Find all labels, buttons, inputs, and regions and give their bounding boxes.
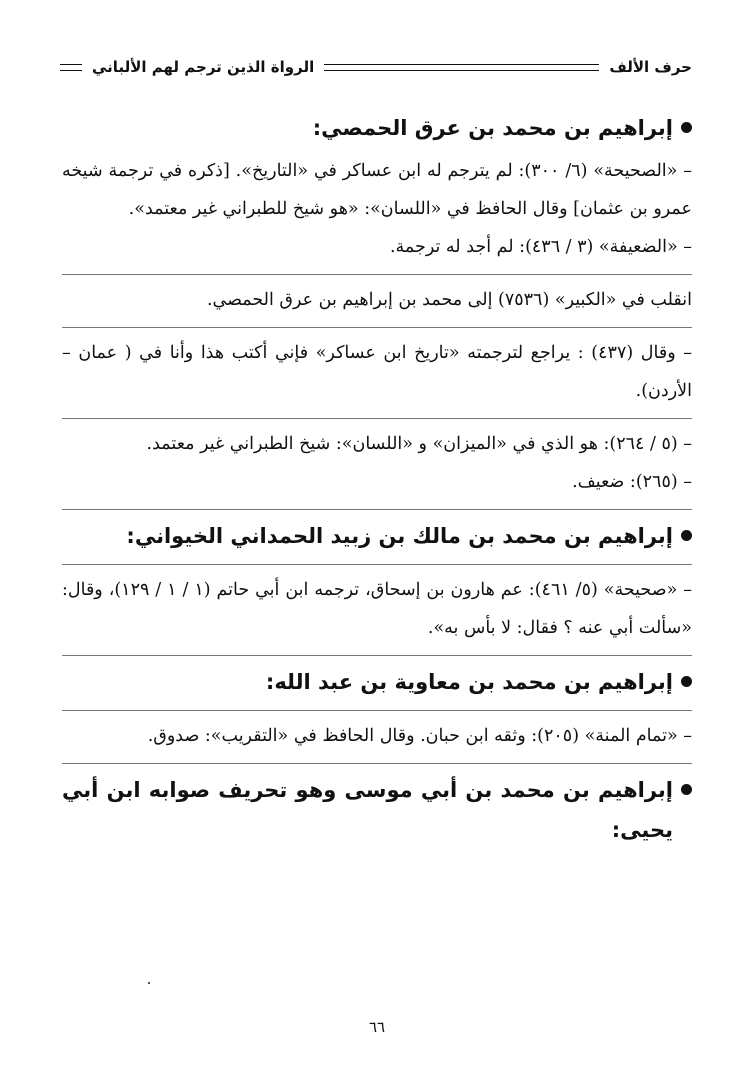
entry-paragraph: – «تمام المنة» (٢٠٥): وثقه ابن حبان. وقال الحافظ في «التقريب»: صدوق. <box>147 726 692 746</box>
bullet-icon <box>681 530 692 541</box>
entry-title-text: إبراهيم بن محمد بن مالك بن زبيد الحمداني الخيواني: <box>126 524 673 548</box>
header-book-title: الرواة الذين ترجم لهم الألباني <box>92 58 315 76</box>
entry-title <box>62 662 692 702</box>
entry-title <box>62 108 692 148</box>
note-paragraph: – وقال (٤٣٧) : يراجع لترجمته «تاريخ ابن عساكر» فإني أكتب هذا وأنا في ( عمان – الأردن). <box>62 343 692 401</box>
divider <box>62 763 692 764</box>
note-paragraph: – (٥ / ٢٦٤): هو الذي في «الميزان» و «اللسان»: شيخ الطبراني غير معتمد. <box>146 434 692 454</box>
entry-title-text: إبراهيم بن محمد بن أبي موسى وهو تحريف صوابه ابن أبي يحيى: <box>62 778 673 842</box>
page-number: ٦٦ <box>368 1018 386 1036</box>
page-content <box>62 108 692 854</box>
divider <box>62 655 692 656</box>
entry-title-text: إبراهيم بن محمد بن عرق الحمصي: <box>312 116 673 140</box>
divider <box>62 564 692 565</box>
divider <box>62 509 692 510</box>
entry-paragraph: – «الضعيفة» (٣ / ٤٣٦): لم أجد له ترجمة. <box>389 237 692 257</box>
entry-title <box>62 516 692 556</box>
running-header <box>60 55 692 79</box>
entry-title <box>62 770 692 850</box>
entry-paragraph: – «الصحيحة» (٦/ ٣٠٠): لم يترجم له ابن عساكر في «التاريخ». [ذكره في ترجمة شيخه عمرو بن عثمان] وقال الحافظ في «اللسان»: «هو شيخ للطبراني غير معتمد». <box>62 161 692 219</box>
note-paragraph: – (٢٦٥): ضعيف. <box>572 472 692 492</box>
header-section-title: حرف الألف <box>609 58 692 76</box>
divider <box>62 418 692 419</box>
header-rule-long <box>324 64 599 71</box>
speck <box>148 982 150 984</box>
header-rule-short <box>60 64 82 71</box>
entry-paragraph: – «صحيحة» (٥/ ٤٦١): عم هارون بن إسحاق، ترجمه ابن أبي حاتم (١ / ١ / ١٢٩)، وقال: «سألت أبي عنه ؟ فقال: لا بأس به». <box>62 580 692 638</box>
note-paragraph: انقلب في «الكبير» (٧٥٣٦) إلى محمد بن إبراهيم بن عرق الحمصي. <box>206 290 692 310</box>
bullet-icon <box>681 784 692 795</box>
divider <box>62 327 692 328</box>
bullet-icon <box>681 122 692 133</box>
divider <box>62 710 692 711</box>
divider <box>62 274 692 275</box>
entry-title-text: إبراهيم بن محمد بن معاوية بن عبد الله: <box>265 670 673 694</box>
bullet-icon <box>681 676 692 687</box>
